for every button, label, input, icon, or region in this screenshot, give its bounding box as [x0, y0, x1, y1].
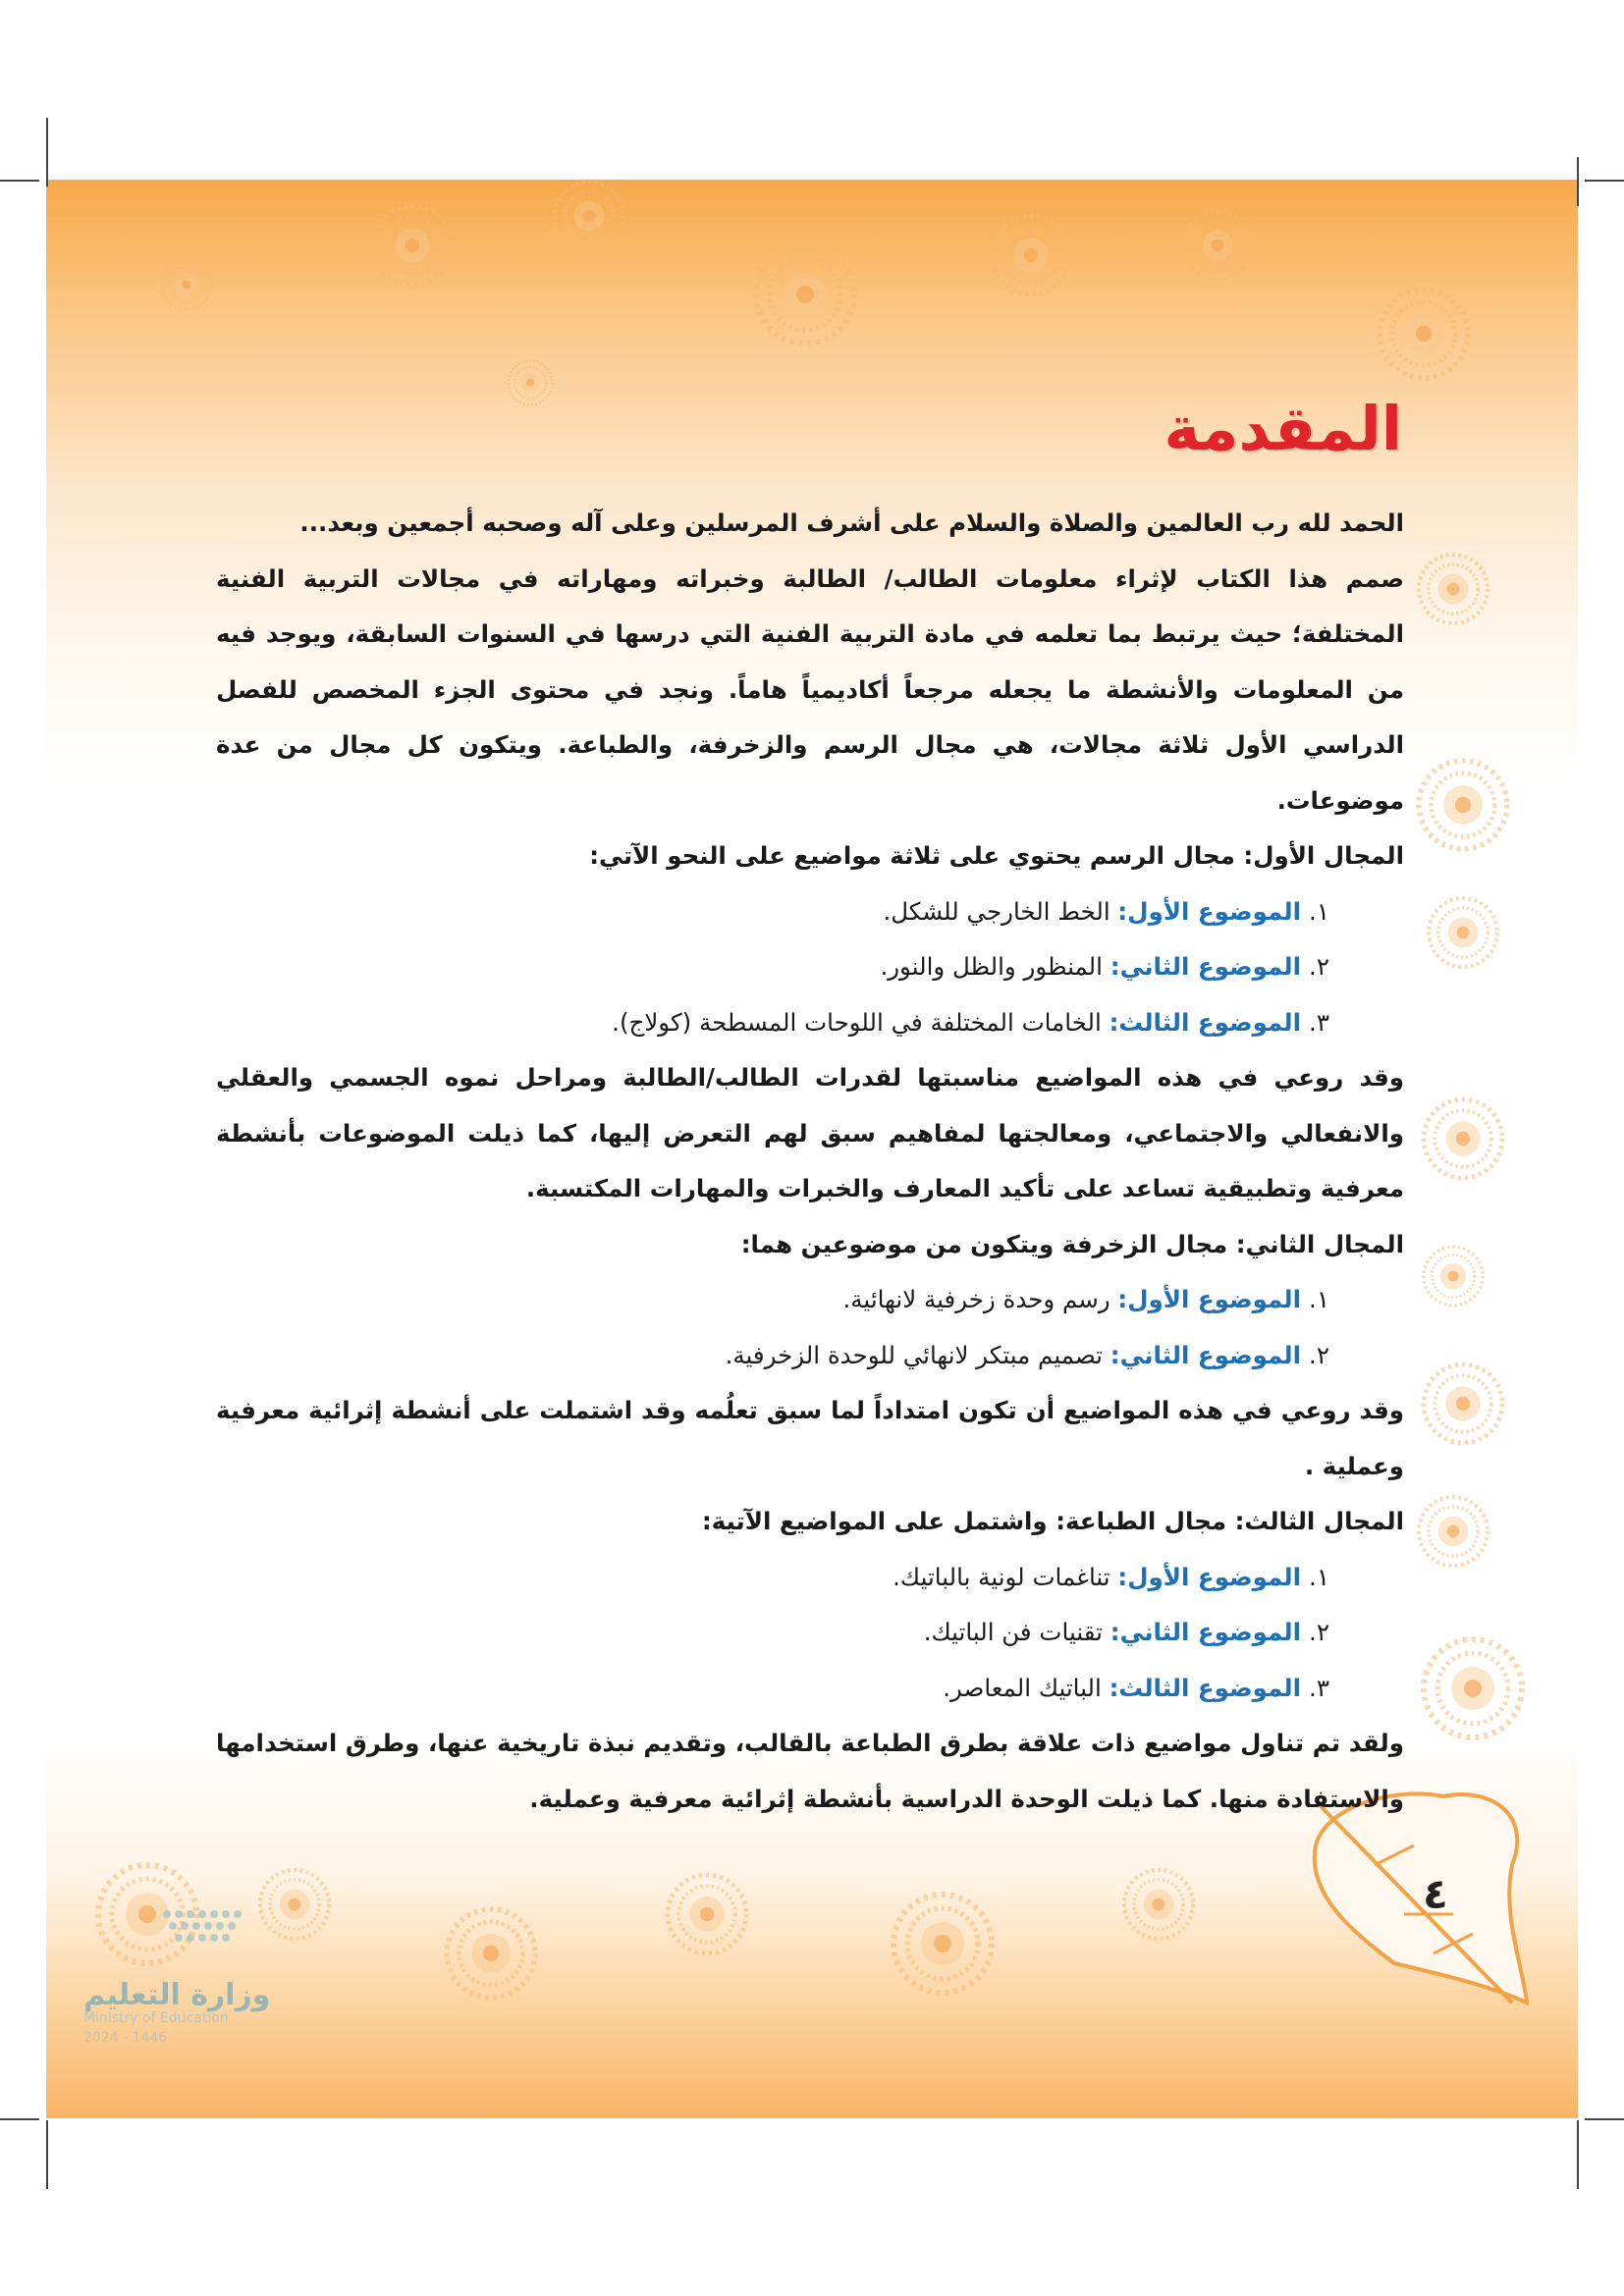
- flower-ornament: [1380, 290, 1468, 378]
- list-item: ٢.الموضوع الثاني: تصميم مبتكر لانهائي للوحدة الزخرفية.: [725, 1340, 1329, 1369]
- flower-ornament: [893, 1895, 992, 1993]
- field2-topics: [216, 1272, 1404, 1383]
- list-item: ١.الموضوع الأول: رسم وحدة زخرفية لانهائية.: [842, 1285, 1329, 1313]
- flower-ornament: [1424, 1099, 1502, 1178]
- list-item: ٣.الموضوع الثالث: الخامات المختلفة في اللوحات المسطحة (كولاج).: [612, 1007, 1329, 1037]
- ministry-year: 2024 - 1446: [83, 2030, 168, 2046]
- ministry-logo-icon: [163, 1910, 242, 1942]
- flower-ornament: [1124, 1870, 1193, 1939]
- intro-content: [216, 496, 1404, 1827]
- flower-ornament: [1424, 1247, 1483, 1306]
- field1-note: وقد روعي في هذه المواضيع مناسبتها لقدرات الطالب/الطالبة ومراحل نموه الجسمي والعقلي والانفعالي والاجتماعي، ومعالجتها لمفاهيم سبق لهم التعرض إليها، كما ذيلت الموضوعات بأنشطة معرفية وتطبيقية تساعد على تأكيد المعارف والخبرات والمهارات المكتسبة.: [216, 1063, 1404, 1202]
- flower-ornament: [373, 206, 452, 285]
- flower-ornament: [1424, 1364, 1502, 1443]
- flower-ornament: [162, 260, 211, 309]
- flower-ornament: [756, 245, 854, 344]
- ministry-name-ar: وزارة التعليم: [83, 1978, 271, 2012]
- flower-ornament: [260, 1870, 329, 1939]
- field3-topics: [216, 1550, 1404, 1717]
- flower-ornament: [555, 182, 623, 250]
- flower-ornament: [668, 1875, 746, 1953]
- field1-topics: [216, 884, 1404, 1051]
- field2-note: وقد روعي في هذه المواضيع أن تكون امتداداً لما سبق تعلُمه وقد اشتملت على أنشطة إثرائية معرفية وعملية .: [216, 1396, 1404, 1480]
- field2-heading: المجال الثاني: مجال الزخرفة ويتكون من موضوعين هما:: [740, 1229, 1404, 1258]
- flower-ornament: [1419, 555, 1488, 623]
- flower-ornament: [1429, 898, 1497, 967]
- field3-heading: المجال الثالث: مجال الطباعة: واشتمل على المواضيع الآتية:: [701, 1507, 1404, 1535]
- opening-line: الحمد لله رب العالمين والصلاة والسلام على أشرف المرسلين وعلى آله وصحبه أجمعين وبعد...: [299, 508, 1404, 537]
- flower-ornament: [447, 1909, 535, 1998]
- list-item: ٣.الموضوع الثالث: الباتيك المعاصر.: [943, 1673, 1329, 1702]
- field1-heading: المجال الأول: مجال الرسم يحتوي على ثلاثة مواضيع على النحو الآتي:: [589, 841, 1404, 870]
- page-number: ٤: [1423, 1870, 1448, 1918]
- intro-paragraph: صمم هذا الكتاب لإثراء معلومات الطالب/ الطالبة وخبراته ومهاراته في مجالات التربية الفنية المختلفة؛ حيث يرتبط بما تعلمه في مادة التربية الفنية التي درسها في السنوات السابقة، ويوجد فيه من المعلومات والأنشطة ما يجعله مرجعاً أكاديمياً هاماً. ونجد في محتوى الجزء المخصص للفصل الدراسي الأول ثلاثة مجالات، هي مجال الرسم والزخرفة، والطباعة. ويتكون كل مجال من عدة موضوعات.: [216, 563, 1404, 815]
- field3-note: ولقد تم تناول مواضيع ذات علاقة بطرق الطباعة بالقالب، وتقديم نبذة تاريخية عنها، وطرق استخدامها والاستفادة منها. كما ذيلت الوحدة الدراسية بأنشطة إثرائية معرفية وعملية.: [216, 1729, 1404, 1813]
- list-item: ١.الموضوع الأول: تناغمات لونية بالباتيك.: [893, 1562, 1329, 1591]
- flower-ornament: [1183, 211, 1252, 280]
- page-title: المقدمة: [1164, 393, 1402, 464]
- flower-ornament: [1419, 761, 1507, 849]
- flower-ornament: [1419, 1497, 1488, 1566]
- list-item: ٢.الموضوع الثاني: تقنيات فن الباتيك.: [923, 1618, 1329, 1646]
- flower-ornament: [992, 216, 1070, 294]
- list-item: ١.الموضوع الأول: الخط الخارجي للشكل.: [883, 896, 1329, 926]
- ministry-name-en: Ministry of Education: [83, 2010, 229, 2026]
- flower-ornament: [1424, 1639, 1522, 1737]
- flower-ornament: [509, 361, 553, 405]
- list-item: ٢.الموضوع الثاني: المنظور والظل والنور.: [880, 952, 1329, 981]
